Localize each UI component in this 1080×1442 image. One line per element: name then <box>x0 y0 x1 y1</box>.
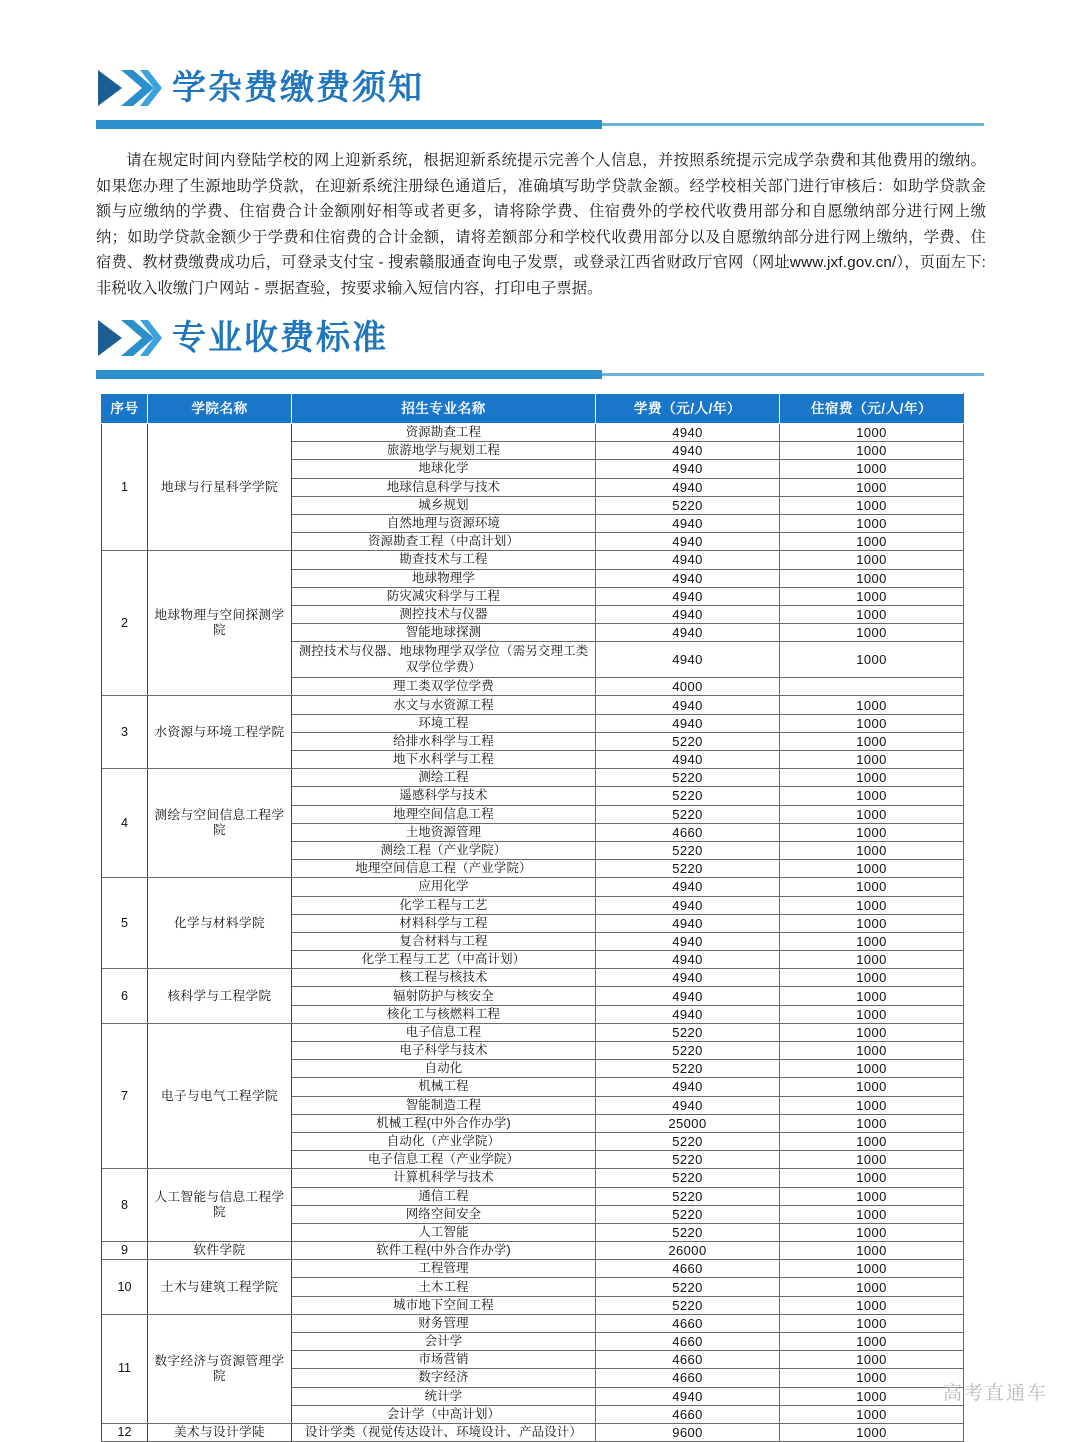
cell-tuition-fee: 4660 <box>596 1333 780 1351</box>
cell-major-name: 会计学 <box>292 1333 596 1351</box>
cell-dormitory-fee: 1000 <box>780 1242 964 1260</box>
table-row <box>102 424 964 442</box>
cell-major-name: 资源勘查工程（中高计划） <box>292 533 596 551</box>
cell-major-name: 电子信息工程 <box>292 1023 596 1041</box>
cell-tuition-fee: 4940 <box>596 951 780 969</box>
cell-major-name: 资源勘查工程 <box>292 424 596 442</box>
cell-tuition-fee: 4940 <box>596 896 780 914</box>
cell-index: 2 <box>102 551 148 696</box>
cell-dormitory-fee: 1000 <box>780 1333 964 1351</box>
cell-major-name: 统计学 <box>292 1387 596 1405</box>
cell-dormitory-fee: 1000 <box>780 1423 964 1441</box>
payment-notice-paragraph: 请在规定时间内登陆学校的网上迎新系统，根据迎新系统提示完善个人信息，并按照系统提示完成学杂费和其他费用的缴纳。如果您办理了生源地助学贷款，在迎新系统注册绿色通道后，准确填写助学贷款金额。经学校相关部门进行审核后：如助学贷款金额与应缴纳的学费、住宿费合计金额刚好相等或者更多，请将除学费、住宿费外的学校代收费用部分和自愿缴纳部分进行网上缴纳；如助学贷款金额少于学费和住宿费的合计金额，请将差额部分和学校代收费用部分以及自愿缴纳部分进行网上缴纳，学费、住宿费、教材费缴费成功后，可登录支付宝 - 搜索赣服通查询电子发票，或登录江西省财政厅官网（网址www.jxf.gov.cn/），页面左下:非税收入收缴门户网站 - 票据查验，按要求输入短信内容，打印电子票据。 <box>96 152 986 297</box>
cell-tuition-fee: 5220 <box>596 1278 780 1296</box>
cell-tuition-fee: 5220 <box>596 1132 780 1150</box>
cell-tuition-fee: 4940 <box>596 605 780 623</box>
cell-major-name: 给排水科学与工程 <box>292 732 596 750</box>
section-payment-notice <box>96 62 984 129</box>
underline-thin <box>602 123 984 126</box>
cell-major-name: 电子信息工程（产业学院） <box>292 1151 596 1169</box>
cell-major-name: 核化工与核燃料工程 <box>292 1005 596 1023</box>
cell-dormitory-fee: 1000 <box>780 551 964 569</box>
cell-index: 3 <box>102 696 148 769</box>
underline-thick <box>96 120 602 129</box>
cell-dormitory-fee: 1000 <box>780 914 964 932</box>
cell-index: 5 <box>102 878 148 969</box>
cell-tuition-fee: 5220 <box>596 1205 780 1223</box>
table-row <box>102 1314 964 1332</box>
cell-dormitory-fee: 1000 <box>780 1387 964 1405</box>
section-header <box>96 62 984 114</box>
cell-tuition-fee: 4940 <box>596 624 780 642</box>
cell-major-name: 城乡规划 <box>292 496 596 514</box>
cell-tuition-fee: 5220 <box>596 805 780 823</box>
cell-major-name: 财务管理 <box>292 1314 596 1332</box>
cell-dormitory-fee: 1000 <box>780 1296 964 1314</box>
cell-college-name: 软件学院 <box>148 1242 292 1260</box>
column-header-dorm: 住宿费（元/人/年） <box>780 394 964 424</box>
cell-dormitory-fee: 1000 <box>780 1405 964 1423</box>
cell-major-name: 智能地球探测 <box>292 624 596 642</box>
cell-dormitory-fee: 1000 <box>780 478 964 496</box>
cell-tuition-fee: 4940 <box>596 642 780 678</box>
column-header-college: 学院名称 <box>148 394 292 424</box>
cell-dormitory-fee: 1000 <box>780 605 964 623</box>
cell-tuition-fee: 4940 <box>596 932 780 950</box>
table-row <box>102 1242 964 1260</box>
section-title: 学杂费缴费须知 <box>172 69 424 107</box>
cell-major-name: 会计学（中高计划） <box>292 1405 596 1423</box>
cell-tuition-fee: 4000 <box>596 678 780 696</box>
cell-dormitory-fee: 1000 <box>780 823 964 841</box>
cell-tuition-fee: 5220 <box>596 732 780 750</box>
cell-tuition-fee: 4940 <box>596 1078 780 1096</box>
cell-dormitory-fee: 1000 <box>780 805 964 823</box>
cell-dormitory-fee: 1000 <box>780 1278 964 1296</box>
cell-index: 9 <box>102 1242 148 1260</box>
cell-major-name: 测绘工程（产业学院） <box>292 841 596 859</box>
cell-college-name: 人工智能与信息工程学院 <box>148 1169 292 1242</box>
table-row <box>102 696 964 714</box>
cell-major-name: 机械工程 <box>292 1078 596 1096</box>
table-row <box>102 769 964 787</box>
cell-tuition-fee: 4940 <box>596 569 780 587</box>
cell-dormitory-fee: 1000 <box>780 878 964 896</box>
table-row <box>102 1169 964 1187</box>
cell-dormitory-fee: 1000 <box>780 714 964 732</box>
cell-dormitory-fee: 1000 <box>780 642 964 678</box>
cell-tuition-fee: 26000 <box>596 1242 780 1260</box>
cell-tuition-fee: 5220 <box>596 496 780 514</box>
cell-tuition-fee: 4660 <box>596 1351 780 1369</box>
section-underline <box>96 370 984 379</box>
section-underline <box>96 120 984 129</box>
cell-dormitory-fee: 1000 <box>780 1023 964 1041</box>
cell-major-name: 应用化学 <box>292 878 596 896</box>
cell-index: 10 <box>102 1260 148 1315</box>
cell-tuition-fee: 4660 <box>596 1405 780 1423</box>
cell-college-name: 数字经济与资源管理学院 <box>148 1314 292 1423</box>
cell-tuition-fee: 4940 <box>596 442 780 460</box>
cell-tuition-fee: 5220 <box>596 1042 780 1060</box>
cell-index: 6 <box>102 969 148 1024</box>
cell-major-name: 计算机科学与技术 <box>292 1169 596 1187</box>
cell-major-name: 测绘工程 <box>292 769 596 787</box>
cell-tuition-fee: 4940 <box>596 1096 780 1114</box>
cell-major-name: 城市地下空间工程 <box>292 1296 596 1314</box>
cell-tuition-fee: 5220 <box>596 1187 780 1205</box>
cell-tuition-fee: 4940 <box>596 987 780 1005</box>
cell-dormitory-fee: 1000 <box>780 1187 964 1205</box>
cell-index: 8 <box>102 1169 148 1242</box>
cell-dormitory-fee: 1000 <box>780 1060 964 1078</box>
cell-tuition-fee: 9600 <box>596 1423 780 1441</box>
cell-dormitory-fee: 1000 <box>780 569 964 587</box>
cell-dormitory-fee: 1000 <box>780 533 964 551</box>
cell-major-name: 自动化 <box>292 1060 596 1078</box>
cell-tuition-fee: 4940 <box>596 551 780 569</box>
cell-major-name: 地下水科学与工程 <box>292 751 596 769</box>
cell-dormitory-fee: 1000 <box>780 769 964 787</box>
section-header <box>96 312 984 364</box>
cell-major-name: 软件工程(中外合作办学) <box>292 1242 596 1260</box>
cell-tuition-fee: 5220 <box>596 769 780 787</box>
underline-thick <box>96 370 602 379</box>
cell-tuition-fee: 5220 <box>596 1223 780 1241</box>
cell-major-name: 防灾减灾科学与工程 <box>292 587 596 605</box>
cell-tuition-fee: 5220 <box>596 1151 780 1169</box>
cell-major-name: 化学工程与工艺（中高计划） <box>292 951 596 969</box>
table-row <box>102 1423 964 1441</box>
cell-tuition-fee: 5220 <box>596 1296 780 1314</box>
cell-major-name: 智能制造工程 <box>292 1096 596 1114</box>
cell-dormitory-fee: 1000 <box>780 896 964 914</box>
cell-dormitory-fee: 1000 <box>780 1096 964 1114</box>
cell-dormitory-fee: 1000 <box>780 514 964 532</box>
double-chevron-right-icon <box>96 67 162 109</box>
cell-major-name: 自然地理与资源环境 <box>292 514 596 532</box>
cell-tuition-fee: 4940 <box>596 478 780 496</box>
cell-major-name: 复合材料与工程 <box>292 932 596 950</box>
cell-dormitory-fee: 1000 <box>780 969 964 987</box>
cell-tuition-fee: 5220 <box>596 841 780 859</box>
cell-dormitory-fee: 1000 <box>780 1314 964 1332</box>
cell-college-name: 核科学与工程学院 <box>148 969 292 1024</box>
cell-tuition-fee: 5220 <box>596 1169 780 1187</box>
table-row <box>102 1023 964 1041</box>
cell-dormitory-fee: 1000 <box>780 1223 964 1241</box>
cell-major-name: 遥感科学与技术 <box>292 787 596 805</box>
watermark: 高考直通车 <box>942 1383 1048 1404</box>
table-row <box>102 969 964 987</box>
cell-dormitory-fee: 1000 <box>780 841 964 859</box>
cell-dormitory-fee: 1000 <box>780 460 964 478</box>
cell-major-name: 勘查技术与工程 <box>292 551 596 569</box>
underline-thin <box>602 373 984 376</box>
cell-major-name: 理工类双学位学费 <box>292 678 596 696</box>
cell-tuition-fee: 4660 <box>596 1369 780 1387</box>
cell-dormitory-fee: 1000 <box>780 732 964 750</box>
cell-tuition-fee: 4940 <box>596 696 780 714</box>
cell-college-name: 电子与电气工程学院 <box>148 1023 292 1169</box>
cell-tuition-fee: 4940 <box>596 1005 780 1023</box>
cell-tuition-fee: 4940 <box>596 914 780 932</box>
cell-tuition-fee: 4940 <box>596 751 780 769</box>
cell-dormitory-fee: 1000 <box>780 1205 964 1223</box>
cell-college-name: 化学与材料学院 <box>148 878 292 969</box>
cell-dormitory-fee: 1000 <box>780 1260 964 1278</box>
table-header-row <box>102 394 964 424</box>
cell-dormitory-fee: 1000 <box>780 1351 964 1369</box>
cell-major-name: 地理空间信息工程（产业学院） <box>292 860 596 878</box>
cell-dormitory-fee: 1000 <box>780 424 964 442</box>
cell-tuition-fee: 4940 <box>596 460 780 478</box>
double-chevron-right-icon <box>96 317 162 359</box>
cell-major-name: 地球信息科学与技术 <box>292 478 596 496</box>
cell-major-name: 市场营销 <box>292 1351 596 1369</box>
cell-college-name: 测绘与空间信息工程学院 <box>148 769 292 878</box>
cell-dormitory-fee: 1000 <box>780 696 964 714</box>
cell-tuition-fee: 5220 <box>596 787 780 805</box>
cell-dormitory-fee: 1000 <box>780 1114 964 1132</box>
section-major-fee-standard <box>96 312 984 379</box>
cell-index: 7 <box>102 1023 148 1169</box>
cell-dormitory-fee: 1000 <box>780 1005 964 1023</box>
cell-major-name: 网络空间安全 <box>292 1205 596 1223</box>
cell-dormitory-fee: 1000 <box>780 587 964 605</box>
cell-major-name: 测控技术与仪器 <box>292 605 596 623</box>
cell-tuition-fee: 4660 <box>596 823 780 841</box>
cell-major-name: 材料科学与工程 <box>292 914 596 932</box>
cell-college-name: 水资源与环境工程学院 <box>148 696 292 769</box>
cell-tuition-fee: 5220 <box>596 860 780 878</box>
cell-college-name: 美术与设计学陡 <box>148 1423 292 1441</box>
cell-tuition-fee: 25000 <box>596 1114 780 1132</box>
cell-tuition-fee: 4940 <box>596 533 780 551</box>
cell-major-name: 地球物理学 <box>292 569 596 587</box>
cell-tuition-fee: 5220 <box>596 1060 780 1078</box>
cell-dormitory-fee: 1000 <box>780 442 964 460</box>
cell-dormitory-fee: 1000 <box>780 1151 964 1169</box>
cell-major-name: 自动化（产业学院） <box>292 1132 596 1150</box>
cell-dormitory-fee: 1000 <box>780 860 964 878</box>
section-title: 专业收费标准 <box>172 319 388 357</box>
payment-notice-body <box>96 148 986 302</box>
cell-tuition-fee: 5220 <box>596 1023 780 1041</box>
table-row <box>102 878 964 896</box>
cell-major-name: 旅游地学与规划工程 <box>292 442 596 460</box>
cell-tuition-fee: 4940 <box>596 878 780 896</box>
cell-dormitory-fee: 1000 <box>780 1078 964 1096</box>
cell-college-name: 地球与行星科学学院 <box>148 424 292 551</box>
column-header-major: 招生专业名称 <box>292 394 596 424</box>
cell-major-name: 地理空间信息工程 <box>292 805 596 823</box>
column-header-tuition: 学费（元/人/年） <box>596 394 780 424</box>
cell-tuition-fee: 4940 <box>596 587 780 605</box>
cell-tuition-fee: 4660 <box>596 1260 780 1278</box>
cell-college-name: 土木与建筑工程学院 <box>148 1260 292 1315</box>
cell-major-name: 辐射防护与核安全 <box>292 987 596 1005</box>
cell-major-name: 核工程与核技术 <box>292 969 596 987</box>
cell-major-name: 水文与水资源工程 <box>292 696 596 714</box>
cell-major-name: 化学工程与工艺 <box>292 896 596 914</box>
cell-index: 11 <box>102 1314 148 1423</box>
table-row <box>102 551 964 569</box>
cell-major-name: 土木工程 <box>292 1278 596 1296</box>
cell-tuition-fee: 4660 <box>596 1314 780 1332</box>
cell-dormitory-fee: 1000 <box>780 624 964 642</box>
cell-dormitory-fee: 1000 <box>780 951 964 969</box>
cell-dormitory-fee: 1000 <box>780 787 964 805</box>
cell-major-name: 测控技术与仪器、地球物理学双学位（需另交理工类双学位学费） <box>292 642 596 678</box>
cell-dormitory-fee: 1000 <box>780 932 964 950</box>
cell-dormitory-fee <box>780 678 964 696</box>
cell-major-name: 电子科学与技术 <box>292 1042 596 1060</box>
cell-major-name: 设计学类（视觉传达设计、环境设计、产品设计） <box>292 1423 596 1441</box>
cell-dormitory-fee: 1000 <box>780 1169 964 1187</box>
cell-college-name: 地球物理与空间探测学院 <box>148 551 292 696</box>
cell-major-name: 通信工程 <box>292 1187 596 1205</box>
cell-dormitory-fee: 1000 <box>780 1132 964 1150</box>
cell-index: 4 <box>102 769 148 878</box>
cell-dormitory-fee: 1000 <box>780 1042 964 1060</box>
cell-index: 1 <box>102 424 148 551</box>
table-body <box>102 424 964 1442</box>
table-row <box>102 1260 964 1278</box>
cell-dormitory-fee: 1000 <box>780 1369 964 1387</box>
major-fee-table <box>101 393 964 1442</box>
cell-tuition-fee: 4940 <box>596 424 780 442</box>
fee-table-container <box>101 393 963 1442</box>
cell-major-name: 工程管理 <box>292 1260 596 1278</box>
cell-tuition-fee: 4940 <box>596 1387 780 1405</box>
cell-tuition-fee: 4940 <box>596 514 780 532</box>
cell-index: 12 <box>102 1423 148 1441</box>
cell-major-name: 人工智能 <box>292 1223 596 1241</box>
cell-dormitory-fee: 1000 <box>780 751 964 769</box>
cell-major-name: 环境工程 <box>292 714 596 732</box>
cell-major-name: 数字经济 <box>292 1369 596 1387</box>
column-header-index: 序号 <box>102 394 148 424</box>
table-header <box>102 394 964 424</box>
cell-tuition-fee: 4940 <box>596 969 780 987</box>
cell-dormitory-fee: 1000 <box>780 496 964 514</box>
cell-major-name: 地球化学 <box>292 460 596 478</box>
cell-tuition-fee: 4940 <box>596 714 780 732</box>
cell-major-name: 机械工程(中外合作办学) <box>292 1114 596 1132</box>
cell-dormitory-fee: 1000 <box>780 987 964 1005</box>
cell-major-name: 土地资源管理 <box>292 823 596 841</box>
